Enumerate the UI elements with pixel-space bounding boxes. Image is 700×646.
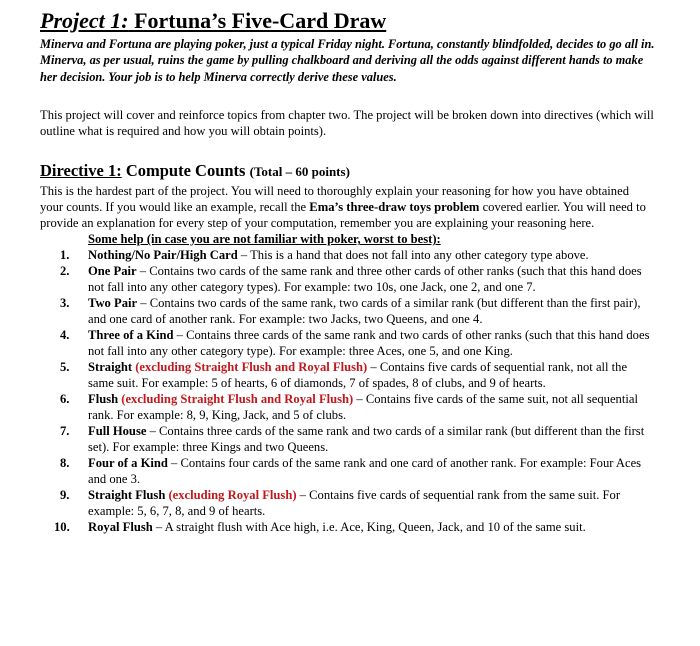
exclusion-note: (excluding Royal Flush) xyxy=(165,488,297,503)
hand-list xyxy=(40,247,655,535)
document-page xyxy=(40,8,655,535)
page-title xyxy=(40,8,655,34)
overview-paragraph: This project will cover and reinforce topics from chapter two. The project will be broken down into directives (which will outline what is required and how you will obtain points). xyxy=(40,108,654,139)
list-item xyxy=(40,263,655,295)
hand-name: Four of a Kind xyxy=(88,456,168,471)
hand-description: – Contains three cards of the same rank and two cards of a similar rank (but different than the first set). For example: three Kings and two Queens. xyxy=(88,424,645,455)
hand-description: – This is a hand that does not fall into any other category type above. xyxy=(237,248,589,263)
list-item xyxy=(40,487,655,519)
exclusion-note: (excluding Straight Flush and Royal Flush) xyxy=(132,360,368,375)
hand-name: Two Pair xyxy=(88,296,138,311)
list-item xyxy=(40,247,655,263)
hand-name: Flush xyxy=(88,392,119,407)
hand-description: – Contains five cards of sequential rank from the same suit. For example: 5, 6, 7, 8, and 9 of hearts. xyxy=(88,488,621,519)
hand-name: Straight xyxy=(88,360,133,375)
hand-name: Royal Flush xyxy=(88,520,153,535)
hand-description: – Contains two cards of the same rank, two cards of a similar rank (but different than the first pair), and one card of another rank. For example: two Jacks, two Queens, and one 4. xyxy=(88,296,641,327)
item-number: 9. xyxy=(60,488,70,503)
item-number: 8. xyxy=(60,456,70,471)
list-item xyxy=(40,327,655,359)
help-heading: Some help (in case you are not familiar with poker, worst to best): xyxy=(88,232,441,247)
exclusion-note: (excluding Straight Flush and Royal Flush) xyxy=(118,392,354,407)
list-item xyxy=(40,423,655,455)
item-number: 4. xyxy=(60,328,70,343)
item-number: 1. xyxy=(60,248,70,263)
item-number: 2. xyxy=(60,264,70,279)
list-item xyxy=(40,519,655,535)
item-number: 7. xyxy=(60,424,70,439)
hand-description: – A straight flush with Ace high, i.e. Ace, King, Queen, Jack, and 10 of the same suit. xyxy=(152,520,586,535)
title-project-label: Project 1: xyxy=(40,8,129,33)
item-number: 3. xyxy=(60,296,70,311)
hand-name: Nothing/No Pair/High Card xyxy=(88,248,238,263)
hand-description: – Contains two cards of the same rank and three other cards of other ranks (such that this hand does not fall into any other category types). For example: two 10s, one Jack, one 2, and one 7. xyxy=(88,264,642,295)
item-number: 5. xyxy=(60,360,70,375)
directive-label: Directive 1: xyxy=(40,161,122,181)
title-text: Fortuna’s Five-Card Draw xyxy=(134,8,387,33)
intro-paragraph: Minerva and Fortuna are playing poker, just a typical Friday night. Fortuna, constantly blindfolded, decides to go all in. Minerva, as per usual, ruins the game by pulling chalkboard and deriving all the odds against different hands to make her decision. Your job is to help Minerva correctly derive these values. xyxy=(40,37,655,84)
directive-points: (Total – 60 points) xyxy=(249,164,350,180)
directive-name: Compute Counts xyxy=(125,161,246,181)
hand-description: – Contains five cards of sequential rank, not all the same suit. For example: 5 of hearts, 6 of diamonds, 7 of spades, 8 of clubs, and 9 of hearts. xyxy=(88,360,628,391)
item-number: 10. xyxy=(54,520,70,535)
list-item xyxy=(40,359,655,391)
hand-description: – Contains four cards of the same rank and one card of another rank. For example: Four Aces and one 3. xyxy=(88,456,642,487)
hand-name: Three of a Kind xyxy=(88,328,174,343)
list-item xyxy=(40,295,655,327)
directive-body-emphasis: Ema’s three-draw toys problem xyxy=(309,200,480,215)
list-item xyxy=(40,455,655,487)
directive-body-text: This is the hardest part of the project. You will need to thoroughly explain your reasoning for how you have obtained your counts. If you would like an example, recall the xyxy=(40,184,629,215)
hand-description: – Contains five cards of the same suit, not all sequential rank. For example: 8, 9, King, Jack, and 5 of clubs. xyxy=(88,392,638,423)
directive-body-text-end: covered earlier. You will need to provide an explanation for every step of your computation, remember you are explaining your reasoning here. xyxy=(40,200,646,231)
hand-description: – Contains three cards of the same rank and two cards of other ranks (such that this hand does not fall into any other category type). For example: three Aces, one 5, and one King. xyxy=(88,328,650,359)
hand-name: Full House xyxy=(88,424,147,439)
item-number: 6. xyxy=(60,392,70,407)
directive-heading xyxy=(40,161,655,182)
hand-name: Straight Flush xyxy=(88,488,166,503)
hand-name: One Pair xyxy=(88,264,137,279)
directive-body xyxy=(40,183,655,231)
list-item xyxy=(40,391,655,423)
